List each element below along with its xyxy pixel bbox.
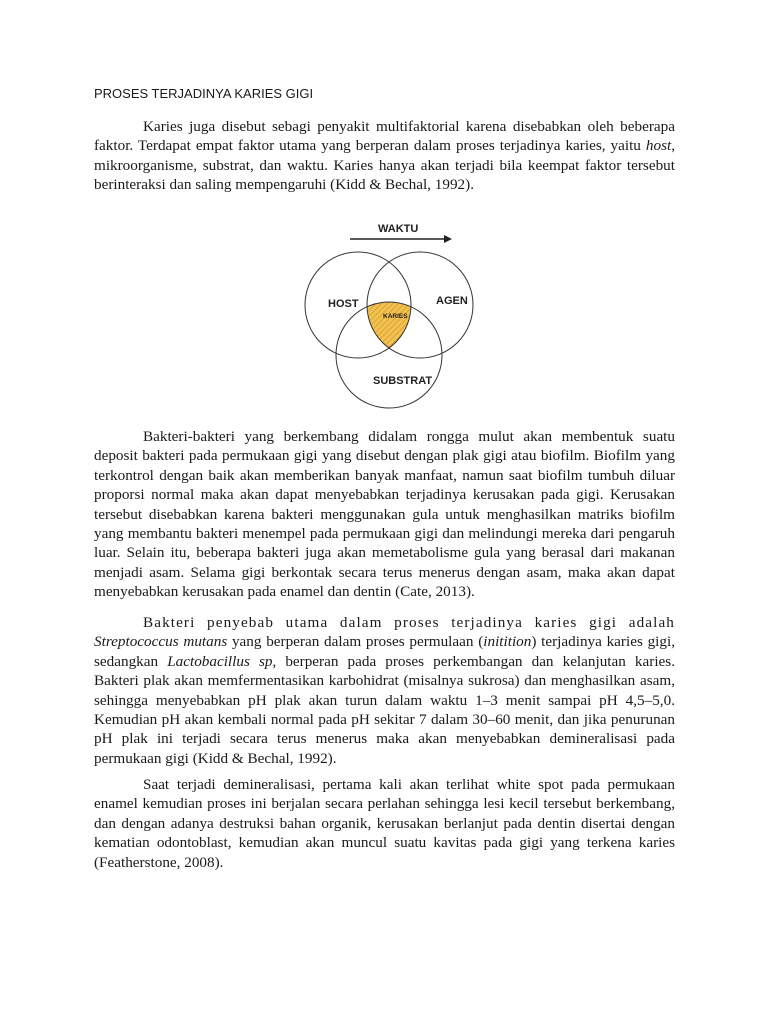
paragraph-2: Bakteri-bakteri yang berkembang didalam rongga mulut akan membentuk suatu deposit bakteri pada permukaan gigi yang disebut dengan plak gigi atau biofilm. Biofilm yang terkontrol dengan baik akan memberikan banyak manfaat, namun saat biofilm tumbuh diluar proporsi normal maka akan dapat menyebabkan terjadinya kerusakan pada gigi. Kerusakan tersebut disebabkan karena bakteri menggunakan gula untuk menghasilkan matriks biofilm yang membantu bakteri menempel pada permukaan gigi dan melindungi mereka dari pengaruh luar. Selain itu, beberapa bakteri juga akan memetabolisme gula yang berasal dari makanan menjadi asam. Selama gigi berkontak secara terus menerus dengan asam, maka akan dapat menyebabkan kerusakan pada enamel dan dentin (Cate, 2013). xyxy=(94,428,675,601)
paragraph-3 xyxy=(94,613,675,768)
agen-label: AGEN xyxy=(436,295,468,307)
paragraph-3-text-d: , berperan pada proses perkembangan dan kelanjutan karies. Bakteri plak akan memfermentasikan karbohidrat (misalnya sukrosa) dan menghasilkan asam, sehingga menyebabkan pH plak akan turun dalam waktu 1–3 menit sampai pH 4,5–5,0. Kemudian pH akan kembali normal pada pH sekitar 7 dalam 30–60 menit, dan jika penurunan pH plak ini terjadi secara terus menerus maka akan menyebabkan demineralisasi pada permukaan gigi (Kidd & Bechal, 1992). xyxy=(94,652,675,767)
substrat-label: SUBSTRAT xyxy=(373,375,433,387)
paragraph-1 xyxy=(94,117,675,195)
paragraph-3-text-b: yang berperan dalam proses permulaan ( xyxy=(227,633,484,651)
initition-italic: initition xyxy=(483,633,532,651)
host-italic: host xyxy=(645,137,672,155)
paragraph-3-text-a: Bakteri penyebab utama dalam proses terjadinya karies gigi adalah xyxy=(143,614,675,631)
waktu-label: WAKTU xyxy=(378,223,419,235)
lactobacillus-italic: Lactobacillus sp xyxy=(167,652,273,670)
waktu-arrow-head xyxy=(444,235,452,243)
paragraph-4: Saat terjadi demineralisasi, pertama kali akan terlihat white spot pada permukaan enamel kemudian proses ini berjalan secara perlahan sehingga lesi kecil tersebut berkembang, dan dengan adanya destruksi bahan organik, kerusakan berlanjut pada dentin disertai dengan kematian odontoblast, kemudian akan muncul suatu kavitas pada gigi yang terkena karies (Featherstone, 2008). xyxy=(94,776,675,871)
streptococcus-italic: Streptococcus mutans xyxy=(94,633,228,651)
paragraph-3-text-c: ) terjadinya karies gigi, sedangkan xyxy=(94,633,675,670)
paragraph-1-text-a: Karies juga disebut sebagi penyakit multifaktorial karena disebabkan oleh beberapa faktor. Terdapat empat faktor utama yang berperan dalam proses terjadinya karies, yaitu xyxy=(94,118,675,155)
host-label: HOST xyxy=(328,298,359,310)
caries-venn-diagram xyxy=(300,215,480,410)
page-title: PROSES TERJADINYA KARIES GIGI xyxy=(94,86,314,101)
paragraph-1-text-b: , mikroorganisme, substrat, dan waktu. Karies hanya akan terjadi bila keempat faktor tersebut berinteraksi dan saling mempengaruhi (Kidd & Bechal, 1992). xyxy=(94,137,675,194)
karies-label: KARIES xyxy=(383,313,408,320)
